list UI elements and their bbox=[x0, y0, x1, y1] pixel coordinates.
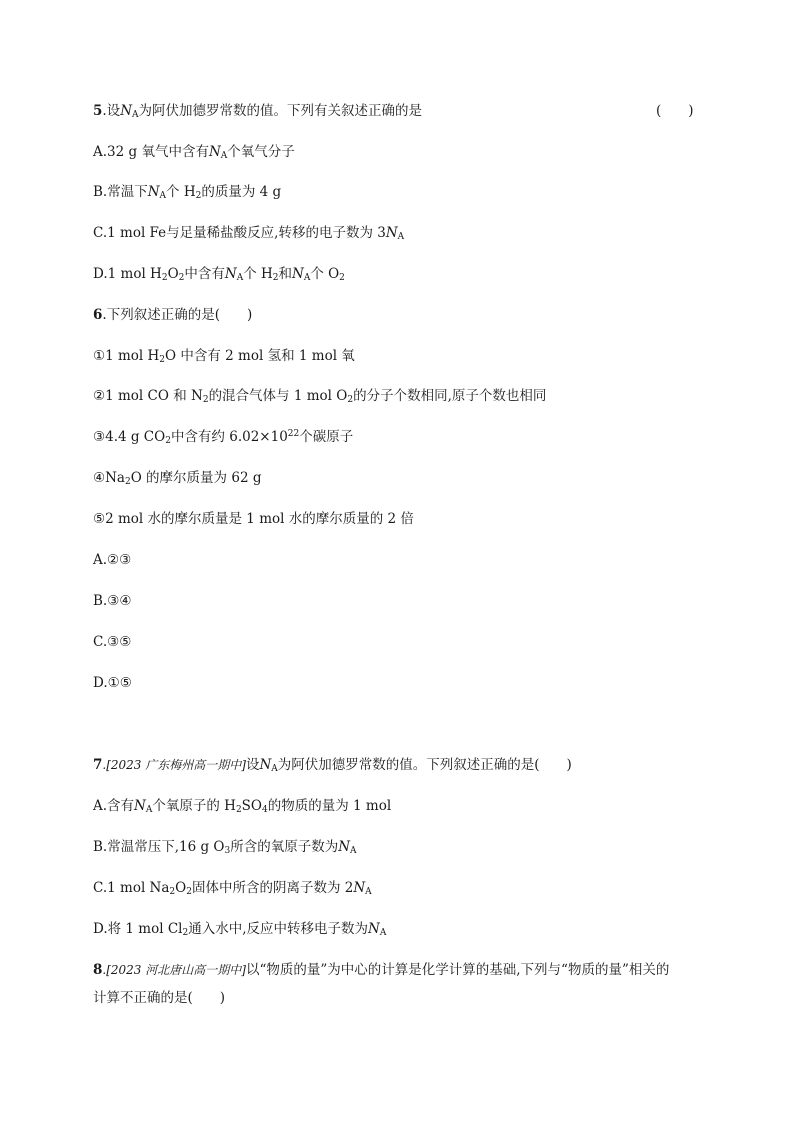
q6-statement-3: ③4.4 g $CO_2$中含有约 $6.02\times 10^{22}$个碳原子 bbox=[93, 429, 354, 446]
q7-option-d: D.将 1 mol $Cl_2$通入水中,反应中转移电子数为$N_A$ bbox=[93, 921, 387, 938]
q7-number: 7 bbox=[93, 757, 103, 773]
q8-source: .[2023 河北唐山高一期中] bbox=[102, 963, 246, 977]
q6-statement-5: ⑤2 mol 水的摩尔质量是 1 mol 水的摩尔质量的 2 倍 bbox=[93, 511, 414, 527]
q6-option-b: B.③④ bbox=[93, 593, 132, 609]
q5-answer-paren: ( ) bbox=[656, 103, 694, 119]
q6-statement-2: ②1 mol CO 和 $N_2$的混合气体与 1 mol $O_2$的分子个数相同,原子个数也相同 bbox=[93, 388, 547, 405]
q5-stem: 5.设$N_A$为阿伏加德罗常数的值。下列有关叙述正确的是 bbox=[93, 103, 423, 120]
q5-option-d: D.1 mol $H_2O_2$中含有$N_A$个 $H_2$和$N_A$个 $O_2$ bbox=[93, 266, 345, 283]
q7-option-a: A.含有$N_A$个氧原子的 $H_2SO_4$的物质的量为 1 mol bbox=[93, 798, 392, 815]
q8-number: 8 bbox=[93, 962, 103, 978]
q6-statement-4: $④Na_2O$ 的摩尔质量为 62 g bbox=[93, 470, 262, 487]
q8-stem-line-2: 计算不正确的是( ) bbox=[93, 990, 226, 1006]
q6-option-a: A.②③ bbox=[93, 552, 132, 568]
q6-option-d: D.①⑤ bbox=[93, 675, 132, 691]
q7-stem: 7.[2023 广东梅州高一期中]设$N_A$为阿伏加德罗常数的值。下列叙述正确的是( ) bbox=[93, 757, 572, 774]
q5-option-c: C.1 mol Fe与足量稀盐酸反应,转移的电子数为 $3N_A$ bbox=[93, 225, 405, 242]
q5-number: 5 bbox=[93, 103, 103, 119]
q7-source: .[2023 广东梅州高一期中] bbox=[102, 758, 246, 772]
q6-number: 6 bbox=[93, 307, 103, 323]
q6-option-c: C.③⑤ bbox=[93, 634, 132, 650]
q6-statement-1: ①1 mol $H_2O$ 中含有 2 mol 氢和 1 mol 氧 bbox=[93, 348, 355, 365]
q5-option-a: A.32 g 氧气中含有$N_A$个氧气分子 bbox=[93, 144, 295, 161]
q8-stem-line-1: 8.[2023 河北唐山高一期中]以“物质的量”为中心的计算是化学计算的基础,下列与“物质的量”相关的 bbox=[93, 962, 670, 978]
q7-option-c: C.1 mol $Na_2O_2$固体中所含的阴离子数为 $2N_A$ bbox=[93, 880, 372, 897]
q7-option-b: B.常温常压下,16 g $O_3$所含的氧原子数为$N_A$ bbox=[93, 839, 357, 856]
q5-option-b: B.常温下$N_A$个 $H_2$的质量为 4 g bbox=[93, 184, 282, 201]
q6-stem: 6.下列叙述正确的是( ) bbox=[93, 307, 253, 323]
